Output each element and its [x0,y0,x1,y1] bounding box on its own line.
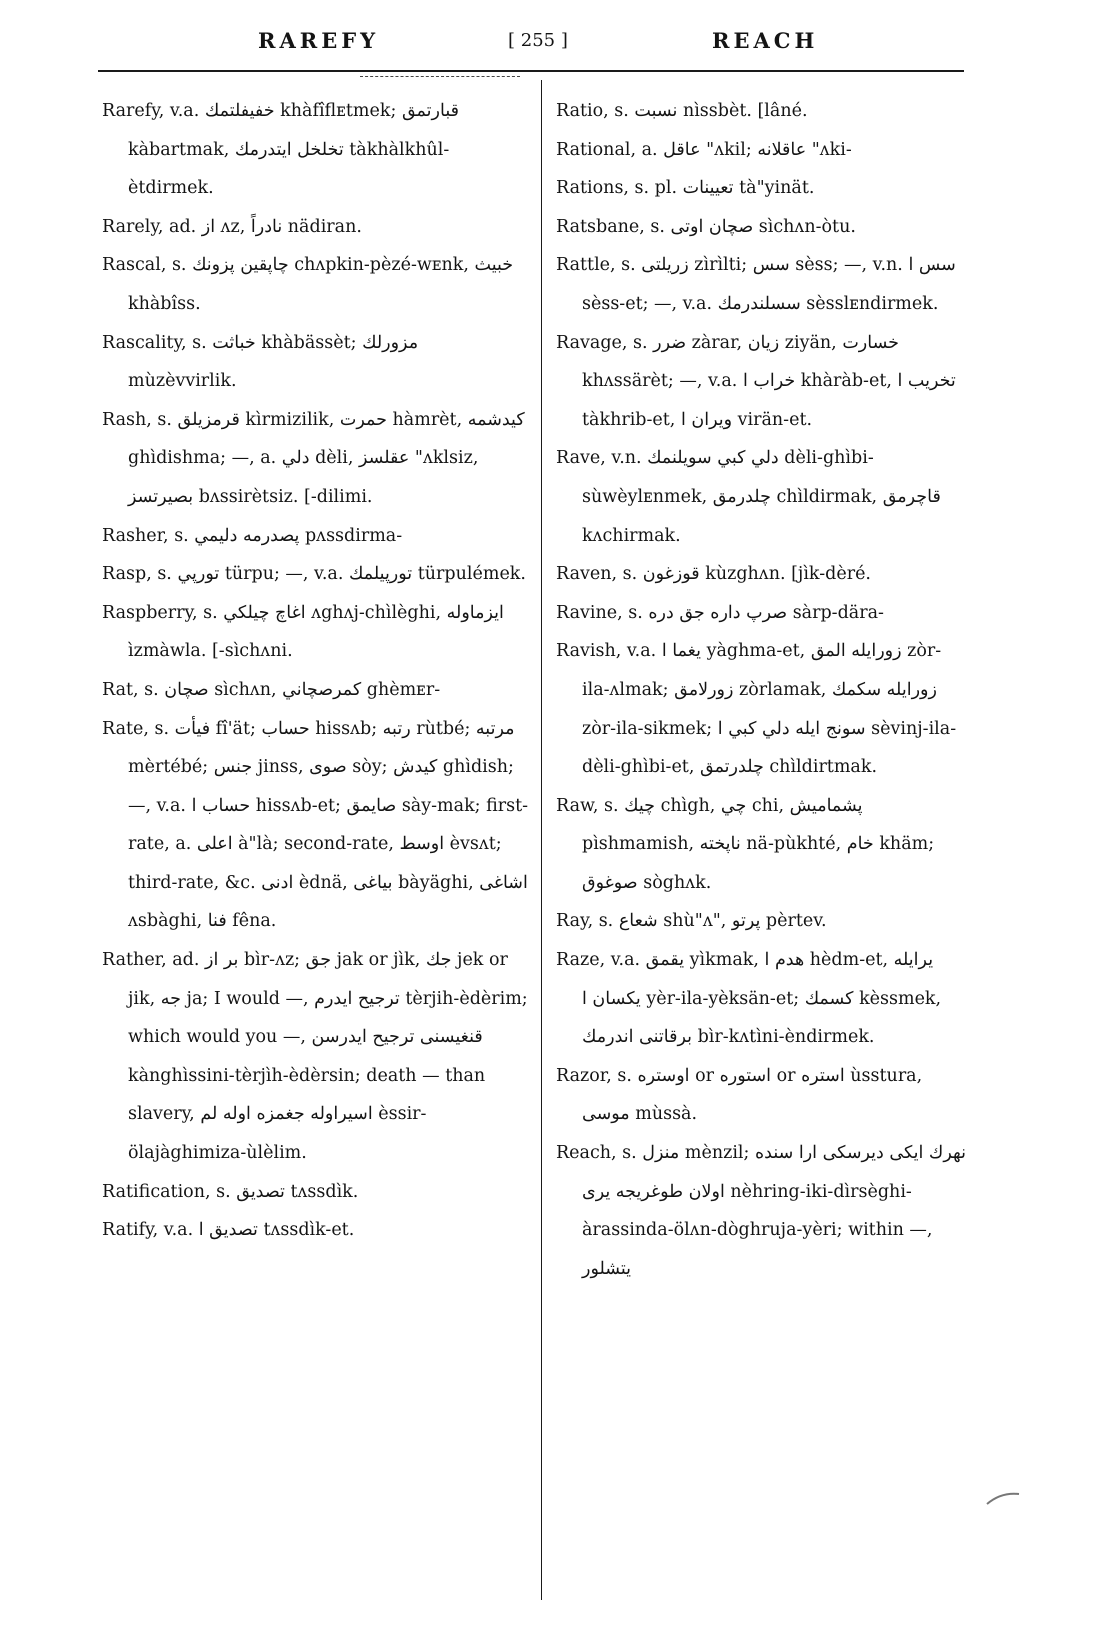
entry-ratsbane: Ratsbane, s. صچان اوتى sìchʌn-òtu. [556,216,856,237]
entry-rate: Rate, s. فيأت fî'ät; حساب hissʌb; رتبه rùtbé; مرتبه mèrtébé; جنس jinss, صوى sòy; كيدش ghìdish; —, v.a. حساب ا hissʌb-et; صايمق sày-mak; first-rate, a. اعلى à"là; second-rate, اوسط èvsʌt; third-rate, &c. ادنى èdnä, بياغى bàyäghi, اشاغى ʌsbàghi, فنا fêna. [102,718,529,932]
entry-rave: Rave, v.n. دلي كبي سويلنمك dèli-ghìbi-sùwèylᴇnmek, چلدرمق chìldirmak, قاچرمق kʌchirmak. [556,448,941,546]
entry-ravage: Ravage, s. ضرر zàrar, زيان ziyän, خسارت khʌssärèt; —, v.a. خراب ا khàràb-et, تخريب ا tàkhrib-et, ويران ا virän-et. [556,332,956,430]
entry-rattle: Rattle, s. زريلتى zìrìlti; سس sèss; —, v.n. سس ا sèss-et; —, v.a. سسلندرمك sèsslᴇndirmek. [556,255,956,314]
entry-reach: Reach, s. منزل mènzil; نهرك ايكى ديرسكى ارا سنده اولان طوغريجه يرى nèhring-iki-dìrsèghi-àrassinda-ölʌn-dòghruja-yèri; within —, يتشلور [556,1143,966,1279]
entry-raw: Raw, s. چيك chìgh, چي chi, پشماميش pìshmamish, ناپخته nä-pùkhté, خام khäm; صوغوق sòghʌk. [556,795,935,893]
entry-rarefy: Rarefy, v.a. خفيفلتمك khàfîflᴇtmek; قبارتمق kàbartmak, تخلخل ايتدرمك tàkhàlkhûl-ètdirmek. [102,101,459,199]
entry-raspberry: Raspberry, s. اغاچ چيلكي ʌghʌj-chìlèghi, ايزماوله ìzmàwla. [-sìchʌni. [102,602,504,662]
entry-ratification: Ratification, s. تصديق tʌssdìk. [102,1181,359,1202]
entry-rasher: Rasher, s. پصدرمه دليمي pʌssdirma- [102,525,403,546]
entry-ravish: Ravish, v.a. يغما ا yàghma-et, زورايله المق zòr-ila-ʌlmak; زورلامق zòrlamak, زورايله سكمك zòr-ila-sikmek; سونج ايله دلي كبي ا sèvinj-ila-dèli-ghìbi-et, چلدرتمق chìldirtmak. [556,641,957,778]
entry-rat: Rat, s. صچان sìchʌn, كمرصچاني ghèmᴇr- [102,679,441,700]
left-column [102,92,530,1250]
entry-rash: Rash, s. قرمزيلق kìrmizilik, حمرت hàmrèt, كيدشمه ghìdishma; —, a. دلي dèli, عقلسز "ʌklsiz, بصيرتسز bʌssirètsiz. [-dilimi. [102,409,525,507]
right-column [556,92,968,1288]
entry-ratio: Ratio, s. نسبت nìssbèt. [lâné. [556,101,808,121]
header-rule [98,70,964,72]
entry-raven: Raven, s. قوزغون kùzghʌn. [jìk-dèré. [556,564,871,585]
entry-ray: Ray, s. شعاع shù"ʌ", پرتو pèrtev. [556,911,827,932]
entry-ratify: Ratify, v.a. تصديق ا tʌssdìk-et. [102,1220,355,1241]
running-head-left-word: RAREFY [258,28,380,53]
entry-rational: Rational, a. عاقل "ʌkil; عاقلانه "ʌki- [556,139,852,160]
entry-raze: Raze, v.a. يقمق yìkmak, هدم ا hèdm-et, يرايله يكسان ا yèr-ila-yèksän-et; كسمك kèssmek, برقاتنى اندرمك bìr-kʌtìni-èndirmek. [556,950,942,1048]
header-dash-rule [360,76,520,77]
running-head-right-word: REACH [712,28,819,53]
page-corner-mark [985,1488,1023,1508]
column-divider [541,80,542,1600]
entry-rascal: Rascal, s. چاپقين پزونك chʌpkin-pèzé-wᴇnk, خبيث khàbîss. [102,255,514,314]
entry-rarely: Rarely, ad. از ʌz, نادراً nädiran. [102,216,362,237]
entry-rasp: Rasp, s. تورپي türpu; —, v.a. تورپيلمك türpulémek. [102,564,526,585]
entry-rather: Rather, ad. بر از bìr-ʌz; جق jak or jìk, جك jek or jik, جه ja; I would —, ترجيح ايدرم tèrjih-èdèrim; which would you —, قنغيسنى ترجيح ايدرسن kànghìssini-tèrjìh-èdèrsin; death — than slavery, اسيراوله جغمزه اوله لم èssir-ölajàghimiza-ùlèlim. [102,950,528,1164]
entry-rascality: Rascality, s. خباثت khàbässèt; مزورلك mùzèvvirlik. [102,332,419,392]
entry-razor: Razor, s. اوستره or استوره or استره ùsstura, موسى mùssà. [556,1065,923,1125]
page-number: [ 255 ] [508,30,568,51]
running-head [0,28,1115,64]
entry-rations: Rations, s. pl. تعيينات tà"yinät. [556,178,815,199]
entry-ravine: Ravine, s. صرپ داره جق دره sàrp-dära- [556,602,884,623]
